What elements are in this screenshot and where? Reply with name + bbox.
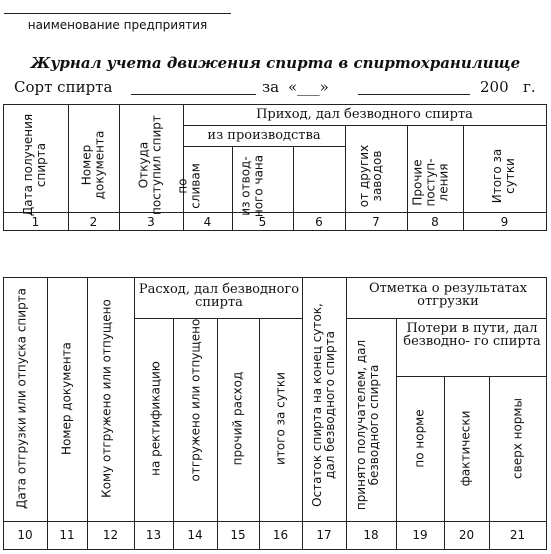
col-source: Откуда поступил спирт	[136, 115, 164, 215]
group-shipment-result: Отметка о результатах отгрузки	[368, 281, 528, 309]
col-shipped: отгружено или отпущено	[188, 318, 203, 482]
col-number: 3	[147, 215, 155, 229]
col-recipient: Кому отгружено или отпущено	[99, 299, 114, 498]
col-number: 4	[203, 215, 212, 229]
col-number: 11	[59, 528, 75, 542]
col-number: 17	[316, 528, 332, 542]
org-caption: наименование предприятия	[27, 18, 208, 32]
col-daily-total: итого за сутки	[273, 372, 288, 465]
col-number: 14	[187, 528, 203, 542]
col-end-balance: Остаток спирта на конец суток, дал безводного спирта	[310, 303, 337, 507]
col-number: 6	[315, 215, 323, 229]
col-accepted: принято получателем, дал безводного спирта	[354, 339, 381, 511]
group-income: Приход, дал безводного спирта	[256, 107, 473, 122]
col-ship-date: Дата отгрузки или отпуска спирта	[14, 287, 29, 510]
col-number: 5	[258, 215, 267, 229]
col-receipt-date: Дата получения спирта	[21, 113, 48, 217]
col-number: 21	[509, 528, 526, 542]
col-number: 7	[372, 215, 380, 229]
col-daily-total: Итого за сутки	[490, 148, 517, 204]
col-number: 13	[145, 528, 162, 542]
col-other-income: Прочие поступ- ления	[410, 158, 451, 207]
year-prefix: 200	[480, 78, 509, 96]
col-number: 9	[500, 215, 509, 229]
col-loss-over: сверх нормы	[510, 398, 525, 479]
group-expense: Расход, дал безводного спирта	[138, 282, 300, 310]
col-number: 2	[89, 215, 98, 229]
group-transit-loss: Потери в пути, дал безводно- го спирта	[403, 321, 541, 349]
col-other-plants: от других заводов	[357, 144, 384, 208]
col-doc-number: Номер документа	[79, 130, 107, 200]
col-number: 12	[102, 528, 119, 542]
col-rectification: на ректификацию	[148, 361, 163, 476]
col-number: 15	[230, 528, 246, 542]
col-number: 8	[431, 215, 439, 229]
col-by-drain: по сливам	[175, 163, 203, 209]
col-loss-norm: по норме	[412, 409, 427, 468]
year-suffix: г.	[523, 78, 536, 96]
col-loss-actual: фактически	[458, 410, 473, 487]
col-doc-number: Номер документа	[59, 342, 74, 455]
col-number: 20	[458, 528, 475, 542]
day-field: «___»	[288, 78, 329, 96]
col-other-expense: прочий расход	[230, 371, 245, 466]
col-number: 18	[363, 528, 379, 542]
page-title: Журнал учета движения спирта в спиртохранилище	[30, 54, 521, 72]
col-number: 16	[272, 528, 289, 542]
group-production: из производства	[207, 128, 321, 143]
col-number: 10	[17, 528, 33, 542]
col-number: 1	[31, 215, 40, 229]
col-waste-vat: из отвод- ного чана	[238, 154, 266, 218]
za-label: за	[262, 78, 280, 96]
col-number: 19	[412, 528, 428, 542]
sort-label: Сорт спирта	[14, 78, 113, 96]
